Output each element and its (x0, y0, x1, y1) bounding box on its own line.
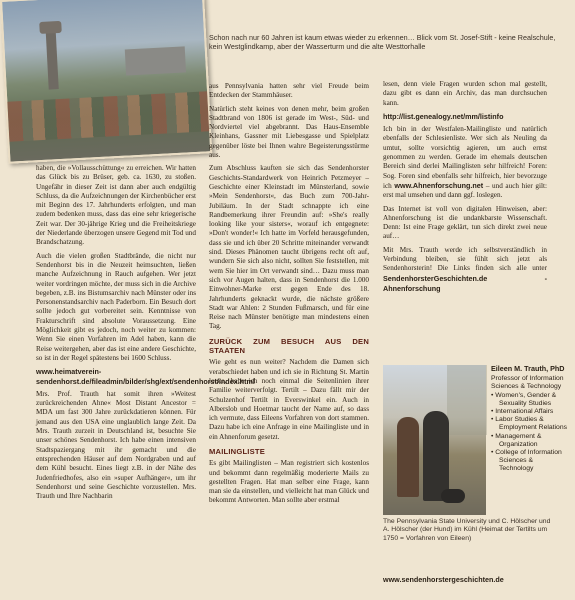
photo-water-tower (46, 27, 59, 89)
sendenhorster-geschichten-link[interactable]: SendenhorsterGeschichten.de - Ahnenforschung (383, 273, 547, 293)
paragraph: aus Pennsylvania hatten sehr viel Freude beim Entdecken der Stammhäuser. (209, 82, 369, 100)
paragraph-text: Mit Mrs. Trauth werde ich selbstverständlich in Verbindung bleiben, sie fühlt sich jetzt als Sendenhorsterin! Die Links finden sich alle unter (383, 245, 547, 273)
paragraph: lesen, denn viele Fragen wurden schon mal gestellt, dazu gibt es dann ein Archiv, das man durchsuchen kann. (383, 80, 547, 107)
paragraph: Auch die vielen großen Stadtbrände, die nicht nur Sendenhorst bis in die Neuzeit heimsuchten, ließen manche Aufzeichnung in Rauch aufgehen. Wer jetzt weiter vordringen möchte, der muss sich in die Archive begeben, z.B. ins Bistumsarchiv nach Münster oder ins Personenstandsarchiv nach Paderborn. Ein Besuch dort sollte jedoch gut vorbereitet sein. Kenntnisse von Frakturschrift sind absolute Voraussetzung. Eine Möglichkeit gibt es jedoch, noch weiter zu kommen: Wenn Sie einen Vorfahren im Adel haben, kann die Reise weitergehen, aber das ist eine andere Geschichte, so ist in der Regel spätestens bei 1600 Schluss. (36, 251, 196, 362)
column-3 (383, 80, 547, 298)
profile-list (491, 392, 569, 474)
list-item: • College of Information Sciences & Technology (491, 449, 562, 473)
paragraph: Wie geht es nun weiter? Nachdem die Damen sich verabschiedet haben und ich sie in Richtung St. Martin lotste, habe ich noch einmal die Seitenlinien ihrer Familie weiterverfolgt. Tertilt – Dazu fällt mir der Schulzenhof Tertilt in Everswinkel ein. Auch in Alberslob und Hoetmar taucht der Name auf, so dass ich vermute, dass Eileens Vorfahren von dort stammen. Dazu habe ich eine Anfrage in eine Mailingliste und in ein Ahnenforum gesetzt. (209, 358, 369, 441)
list-item: • Management & Organization (491, 432, 542, 448)
paragraph: Mrs. Prof. Trauth hat somit ihren »Weitest zurückreichenden Ahne« Most Distant Ancestor = MDA um fast 300 Jahre zurückdatieren können. Für jemand aus den USA eine unglaublich lange Zeit. Da Mrs. Trauth zurzeit in Deutschland ist, besuchte Sie unser schönes Sendenhorst. Ich habe einen intensiven Stadtspaziergang mit ihr gemacht und die entsprechenden Häuser auf dem Nordgraben und auf dem Kühl besucht. Eines liegt z.B. in der Nähe des Judenfriedhofes, also ein »super Aufhänger«, um ihr Sendenhorst und seine Geschichte vorzustellen. Mrs. Trauth und Ihre Nachbarin (36, 389, 196, 501)
footer-website-link[interactable]: www.sendenhorstergeschichten.de (383, 575, 504, 584)
profile-role: Professor of Information Sciences & Technology (491, 375, 564, 391)
photo-tree (447, 365, 487, 435)
list-item: • Women's, Gender & Sexuality Studies (491, 391, 557, 407)
photo-building (125, 46, 186, 75)
portrait-photo (383, 365, 486, 515)
profile-name: Eileen M. Trauth, PhD (491, 364, 565, 373)
paragraph: Das Internet ist voll von digitalen Hinweisen, aber: Ahnenforschung ist die undankbarste Wissenschaft. Denn: Ist eine Frage geklärt, tun sich direkt zwei neue auf… (383, 204, 547, 241)
list-item: • Labor Studies & Employment Relations (491, 416, 567, 432)
section-heading-mailing: MAILINGLISTE (209, 446, 265, 456)
section-heading-visit: ZURÜCK ZUM BESUCH AUS DEN STAATEN (209, 336, 369, 356)
paragraph (383, 246, 547, 294)
portrait-caption: The Pennsylvania State University und C. Hölscher und A. Hölscher (der Hund) im Kühl (Heimat der Tertilts um 1750 = Vorfahren von Eileen) (383, 518, 551, 542)
paragraph-text: – und auch hier gilt: erst mal umsehen und dann ggf. loslegen. (383, 181, 548, 200)
profile-caption (491, 365, 569, 474)
heimatverein-link[interactable]: www.heimatverein-sendenhorst.de/fileadmin/bilder/shg/ext/sendenhorst/index.html (36, 367, 255, 386)
genealogy-list-link[interactable]: http://list.genealogy.net/mm/listinfo (383, 111, 504, 121)
list-item: • International Affairs (491, 408, 554, 416)
paragraph: Es gibt Mailinglisten – Man registriert sich kostenlos und bekommt dann regelmäßig moderierte Mails zu gestellten Fragen. Hat man selber eine Frage, kann man sie da einstellen, und vielleicht hat man Glück und bekommt Antworten. Man sollte aber erstmal (209, 459, 369, 505)
ahnenforschung-link[interactable]: www.Ahnenforschung.net (394, 180, 484, 190)
top-photo-caption: Schon nach nur 60 Jahren ist kaum etwas wieder zu erkennen… Blick vom St. Josef-Stift - keine Realschule, kein Westglindkamp, aber der Wasserturm und die alte Westtorhalle (209, 33, 556, 51)
photo-person-left (397, 417, 419, 497)
town-aerial-photo (0, 0, 212, 164)
paragraph: Natürlich steht keines von denen mehr, beim großen Stadtbrand von 1806 ist gerade im West-, Süd- und Nordviertel viel abgebrannt. Das Haus-Ensemble Kleinhans, Gassner mit Liebesgasse und Spielplatz gegenüber löste bei Ihnen wahre Begeisterungsstürme aus. (209, 104, 369, 160)
paragraph-text: Ich bin in der Westfalen-Mailingliste und natürlich ebenfalls der Schlesienliste. Wer sich als Neuling da umtut, sollte vorsichtig agieren, um auch ernst genommen zu werden. Gerade im ehemals deutschen Bereich sind derlei Mailinglisten sehr hilfreich! Foren: Sog. Foren sind ebenfalls sehr hilfreich, hier bevorzuge ich (383, 125, 547, 190)
paragraph: haben, die »Vollausschüttung« zu erreichen. Wir hatten das Glück bis zu Brüser, geb. ca. 1630, zu stoßen. Ungefähr in dieser Zeit ist dann aber auch endgültig Schluss, da die Aufzeichnungen der Kirchenbücher erst mit Beginn des 17. Jahrhunderts erfolgten, und man zudem bedenken muss, dass das eine sehr kriegerische Zeit war. Der 30-jährige Krieg und die Freiheitskriege der Niederlande überzogen unsere Gegend mit Tod und Brandschatzung. (36, 164, 196, 247)
paragraph (383, 125, 547, 200)
paragraph: Zum Abschluss kauften sie sich das Sendenhorster Geschichts-Standardwerk von Heinrich Petzmeyer – Geschichte einer Kleinstadt im Münsterland, sowie »Mein Sendenhorst«, das Buch zum 700-Jahr-Jubiläum. In der Stadt schnappte ich eine Randbemerkung ihrer Freundin auf: »She's really looking like your sisters«, worauf ich entgegnete: »Don't wonder!« Ich hatte im Vorfeld herausgefunden, dass sie und ich über 20 Schritte miteinander verwandt sind. Dieses Phänomen taucht übrigens recht oft auf, wundern Sie sich also nicht, sollten Sie feststellen, mit wem Sie hier im Ort verwandt sind… Dazu muss man sich vor Augen halten, dass in Sendenhorst die 1.000 Einwohner-Marke erst gegen Ende des 18. Jahrhunderts geknackt wurde, die nächste größere Stadt war Ahlen: 2 Stunden Fußmarsch, und für eine Reise nach Münster benötigte man mindestens einen Tag. (209, 164, 369, 331)
photo-dog (441, 489, 465, 503)
photo-rooftops (7, 91, 209, 141)
column-2 (209, 82, 369, 510)
photo-person-right (423, 411, 449, 501)
